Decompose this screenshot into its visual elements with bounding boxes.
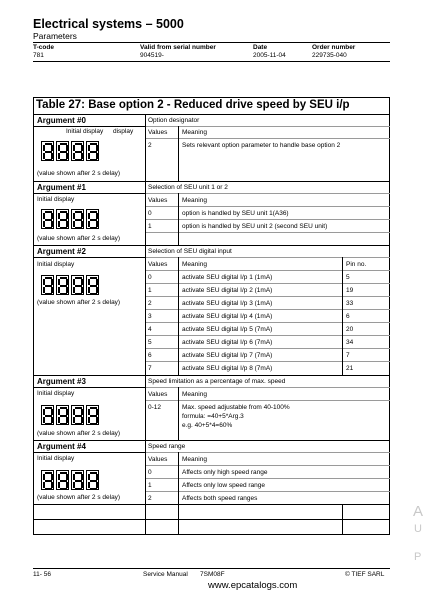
rule <box>145 465 390 466</box>
digit-segment <box>60 159 67 161</box>
seven-segment-display <box>41 209 99 231</box>
digit-segment <box>88 417 90 423</box>
digit-segment <box>75 415 82 417</box>
document-title: Electrical systems – 5000 <box>33 17 184 31</box>
value-cell: 5 <box>148 339 152 346</box>
argument-2-description: Selection of SEU digital input <box>148 248 232 255</box>
digit-segment <box>90 159 97 161</box>
display-digit <box>56 141 69 161</box>
argument-4-description: Speed range <box>148 443 186 450</box>
display-digit <box>41 141 54 161</box>
value-cell: 1 <box>148 287 152 294</box>
value-cell: 2 <box>148 300 152 307</box>
digit-segment <box>58 221 60 227</box>
digit-segment <box>75 293 82 295</box>
delay-note: (value shown after 2 s delay) <box>37 235 121 242</box>
rule <box>33 245 390 246</box>
digit-segment <box>58 482 60 488</box>
rule <box>342 504 343 535</box>
manual-name: Service Manual <box>143 571 188 578</box>
display-digit <box>41 209 54 229</box>
seven-segment-display <box>41 405 99 427</box>
digit-segment <box>73 153 75 159</box>
meta-date <box>253 44 286 60</box>
digit-segment <box>45 415 52 417</box>
meta-tcode-value: 781 <box>33 52 44 59</box>
digit-segment <box>43 221 45 227</box>
digit-segment <box>45 293 52 295</box>
values-header: Values <box>148 261 168 268</box>
meaning-cell-example: e.g. 40+5*4=60% <box>182 422 233 429</box>
meaning-cell: activate SEU digital I/p 2 (1mA) <box>182 287 273 294</box>
digit-segment <box>60 293 67 295</box>
meta-serial-label: Valid from serial number <box>140 44 216 51</box>
rule <box>33 181 390 182</box>
meaning-cell: option is handled by SEU unit 2 (second SEU unit) <box>182 223 328 230</box>
rule <box>145 335 390 336</box>
values-header: Values <box>148 391 168 398</box>
argument-0-label: Argument #0 <box>37 116 86 125</box>
digit-segment <box>75 423 82 425</box>
rule <box>145 283 390 284</box>
document-subtitle: Parameters <box>33 31 77 41</box>
value-cell: 7 <box>148 365 152 372</box>
digit-segment <box>45 227 52 229</box>
digit-segment <box>60 415 67 417</box>
digit-segment <box>88 287 90 293</box>
digit-segment <box>73 287 75 293</box>
rule <box>145 491 390 492</box>
pin-cell: 5 <box>346 274 350 281</box>
digit-segment <box>90 293 97 295</box>
digit-segment <box>45 480 52 482</box>
argument-4-label: Argument #4 <box>37 442 86 451</box>
meta-tcode-label: T-code <box>33 44 54 51</box>
display-digit <box>71 405 84 425</box>
digit-segment <box>73 221 75 227</box>
rule <box>145 257 390 258</box>
digit-segment <box>73 482 75 488</box>
display-digit <box>41 470 54 490</box>
meaning-cell: Max. speed adjustable from 40-100% <box>182 404 290 411</box>
page-number: 11- 56 <box>33 571 51 578</box>
meta-date-label: Date <box>253 44 268 51</box>
value-cell: 2 <box>148 495 152 502</box>
digit-segment <box>43 417 45 423</box>
display-digit <box>86 405 99 425</box>
value-cell: 1 <box>148 223 152 230</box>
value-cell: 3 <box>148 313 152 320</box>
value-cell: 6 <box>148 352 152 359</box>
display-digit <box>86 209 99 229</box>
display-digit <box>56 470 69 490</box>
delay-note: (value shown after 2 s delay) <box>37 170 121 177</box>
meaning-cell: Affects only high speed range <box>182 469 268 476</box>
digit-segment <box>73 417 75 423</box>
rule <box>145 138 390 139</box>
digit-segment <box>88 221 90 227</box>
rule <box>145 322 390 323</box>
rule <box>145 206 390 207</box>
rule <box>145 296 390 297</box>
value-cell: 0-12 <box>148 404 162 411</box>
rule <box>178 387 179 440</box>
rule <box>33 504 390 505</box>
rule <box>33 375 390 376</box>
meaning-cell: activate SEU digital I/p 1 (1mA) <box>182 274 273 281</box>
rule <box>178 193 179 245</box>
rule <box>145 232 390 233</box>
pin-cell: 6 <box>346 313 350 320</box>
display-digit <box>71 141 84 161</box>
values-header: Values <box>148 197 168 204</box>
rule <box>145 348 390 349</box>
value-cell: 0 <box>148 274 152 281</box>
rule <box>145 387 390 388</box>
argument-2-label: Argument #2 <box>37 247 86 256</box>
digit-segment <box>75 151 82 153</box>
argument-1-description: Selection of SEU unit 1 or 2 <box>148 184 228 191</box>
seven-segment-display <box>41 275 99 297</box>
digit-segment <box>90 488 97 490</box>
rule <box>145 219 390 220</box>
edge-glyph: A <box>413 503 423 520</box>
digit-segment <box>90 219 97 221</box>
meaning-header: Meaning <box>182 391 207 398</box>
display-digit <box>86 470 99 490</box>
display-digit <box>56 209 69 229</box>
digit-segment <box>75 285 82 287</box>
value-cell: 4 <box>148 326 152 333</box>
display-digit <box>56 405 69 425</box>
argument-3-label: Argument #3 <box>37 377 86 386</box>
digit-segment <box>60 488 67 490</box>
digit-segment <box>60 151 67 153</box>
rule <box>33 193 145 194</box>
digit-segment <box>45 219 52 221</box>
rule <box>33 257 145 258</box>
rule <box>145 114 146 535</box>
copyright: © TIEF SARL <box>345 571 385 578</box>
initial-display-label: Initial display <box>37 261 75 268</box>
meaning-cell-formula: formula: =40+5*Arg.3 <box>182 413 244 420</box>
value-cell: 1 <box>148 482 152 489</box>
rule <box>342 257 343 375</box>
display-digit <box>86 141 99 161</box>
pin-cell: 33 <box>346 300 354 307</box>
rule <box>33 440 390 441</box>
argument-1-label: Argument #1 <box>37 183 86 192</box>
footer-rule <box>33 568 390 569</box>
initial-display-label: Initial display <box>66 128 104 135</box>
digit-segment <box>90 285 97 287</box>
rule <box>178 126 179 181</box>
digit-segment <box>75 159 82 161</box>
digit-segment <box>88 482 90 488</box>
digit-segment <box>45 285 52 287</box>
meaning-header: Meaning <box>182 261 207 268</box>
display-digit <box>56 275 69 295</box>
display-digit <box>86 275 99 295</box>
seven-segment-display <box>41 470 99 492</box>
rule <box>145 193 390 194</box>
rule <box>145 309 390 310</box>
meaning-cell: Affects both speed ranges <box>182 495 258 502</box>
meta-serial-value: 904519- <box>140 52 164 59</box>
meaning-cell: activate SEU digital I/p 8 (7mA) <box>182 365 273 372</box>
pin-cell: 34 <box>346 339 354 346</box>
digit-segment <box>43 482 45 488</box>
digit-segment <box>90 423 97 425</box>
rule <box>145 400 390 401</box>
rule <box>33 114 390 115</box>
display-digit <box>41 405 54 425</box>
digit-segment <box>58 153 60 159</box>
pin-cell: 19 <box>346 287 354 294</box>
digit-segment <box>43 153 45 159</box>
values-header: Values <box>148 456 168 463</box>
rule <box>33 387 145 388</box>
rule <box>178 452 179 535</box>
edge-glyph: U <box>414 523 422 535</box>
meta-tcode <box>33 44 54 60</box>
meaning-cell: Affects only low speed range <box>182 482 265 489</box>
rule <box>145 361 390 362</box>
watermark-text: www.epcatalogs.com <box>208 580 298 591</box>
rule <box>33 126 145 127</box>
meaning-cell: activate SEU digital I/p 3 (1mA) <box>182 300 273 307</box>
digit-segment <box>90 151 97 153</box>
meta-date-value: 2005-11-04 <box>253 52 286 59</box>
value-cell: 0 <box>148 469 152 476</box>
digit-segment <box>58 287 60 293</box>
digit-segment <box>75 219 82 221</box>
digit-segment <box>75 227 82 229</box>
pin-header: Pin no. <box>346 261 367 268</box>
seven-segment-display <box>41 141 99 163</box>
meta-serial <box>140 44 216 60</box>
display-digit <box>41 275 54 295</box>
digit-segment <box>60 423 67 425</box>
doc-code: 7SM08F <box>200 571 225 578</box>
argument-3-description: Speed limitation as a percentage of max. speed <box>148 378 286 385</box>
digit-segment <box>58 417 60 423</box>
argument-0-description: Option designator <box>148 117 200 124</box>
meta-order-value: 229735-040 <box>312 52 347 59</box>
meaning-header: Meaning <box>182 129 207 136</box>
meta-order-label: Order number <box>312 44 356 51</box>
meaning-cell: activate SEU digital I/p 5 (7mA) <box>182 326 273 333</box>
header-rule <box>33 42 390 43</box>
rule <box>145 270 390 271</box>
meaning-cell: Sets relevant option parameter to handle base option 2 <box>182 142 341 149</box>
display-digit <box>71 275 84 295</box>
display-label: display <box>113 128 134 135</box>
digit-segment <box>45 488 52 490</box>
digit-segment <box>90 227 97 229</box>
initial-display-label: Initial display <box>37 390 75 397</box>
rule <box>33 519 390 520</box>
digit-segment <box>75 480 82 482</box>
pin-cell: 20 <box>346 326 354 333</box>
digit-segment <box>45 151 52 153</box>
meta-rule <box>33 61 390 62</box>
digit-segment <box>60 227 67 229</box>
rule <box>178 257 179 375</box>
value-cell: 0 <box>148 210 152 217</box>
digit-segment <box>43 287 45 293</box>
meaning-cell: activate SEU digital I/p 6 (7mA) <box>182 339 273 346</box>
table-title: Table 27: Base option 2 - Reduced drive speed by SEU i/p <box>36 99 350 111</box>
digit-segment <box>90 480 97 482</box>
pin-cell: 21 <box>346 365 354 372</box>
display-digit <box>71 470 84 490</box>
values-header: Values <box>148 129 168 136</box>
digit-segment <box>60 219 67 221</box>
display-digit <box>71 209 84 229</box>
delay-note: (value shown after 2 s delay) <box>37 299 121 306</box>
initial-display-label: Initial display <box>37 455 75 462</box>
meaning-header: Meaning <box>182 456 207 463</box>
value-cell: 2 <box>148 142 152 149</box>
digit-segment <box>75 488 82 490</box>
delay-note: (value shown after 2 s delay) <box>37 494 121 501</box>
meaning-cell: activate SEU digital I/p 7 (7mA) <box>182 352 273 359</box>
digit-segment <box>60 480 67 482</box>
meaning-header: Meaning <box>182 197 207 204</box>
meaning-cell: activate SEU digital I/p 4 (1mA) <box>182 313 273 320</box>
digit-segment <box>88 153 90 159</box>
rule <box>145 452 390 453</box>
rule <box>145 126 390 127</box>
digit-segment <box>45 423 52 425</box>
meaning-cell: option is handled by SEU unit 1(A36) <box>182 210 289 217</box>
delay-note: (value shown after 2 s delay) <box>37 430 121 437</box>
rule <box>33 452 145 453</box>
rule <box>145 478 390 479</box>
digit-segment <box>45 159 52 161</box>
pin-cell: 7 <box>346 352 350 359</box>
digit-segment <box>60 285 67 287</box>
initial-display-label: Initial display <box>37 196 75 203</box>
digit-segment <box>90 415 97 417</box>
meta-order <box>312 44 355 60</box>
edge-glyph: P <box>414 551 422 563</box>
